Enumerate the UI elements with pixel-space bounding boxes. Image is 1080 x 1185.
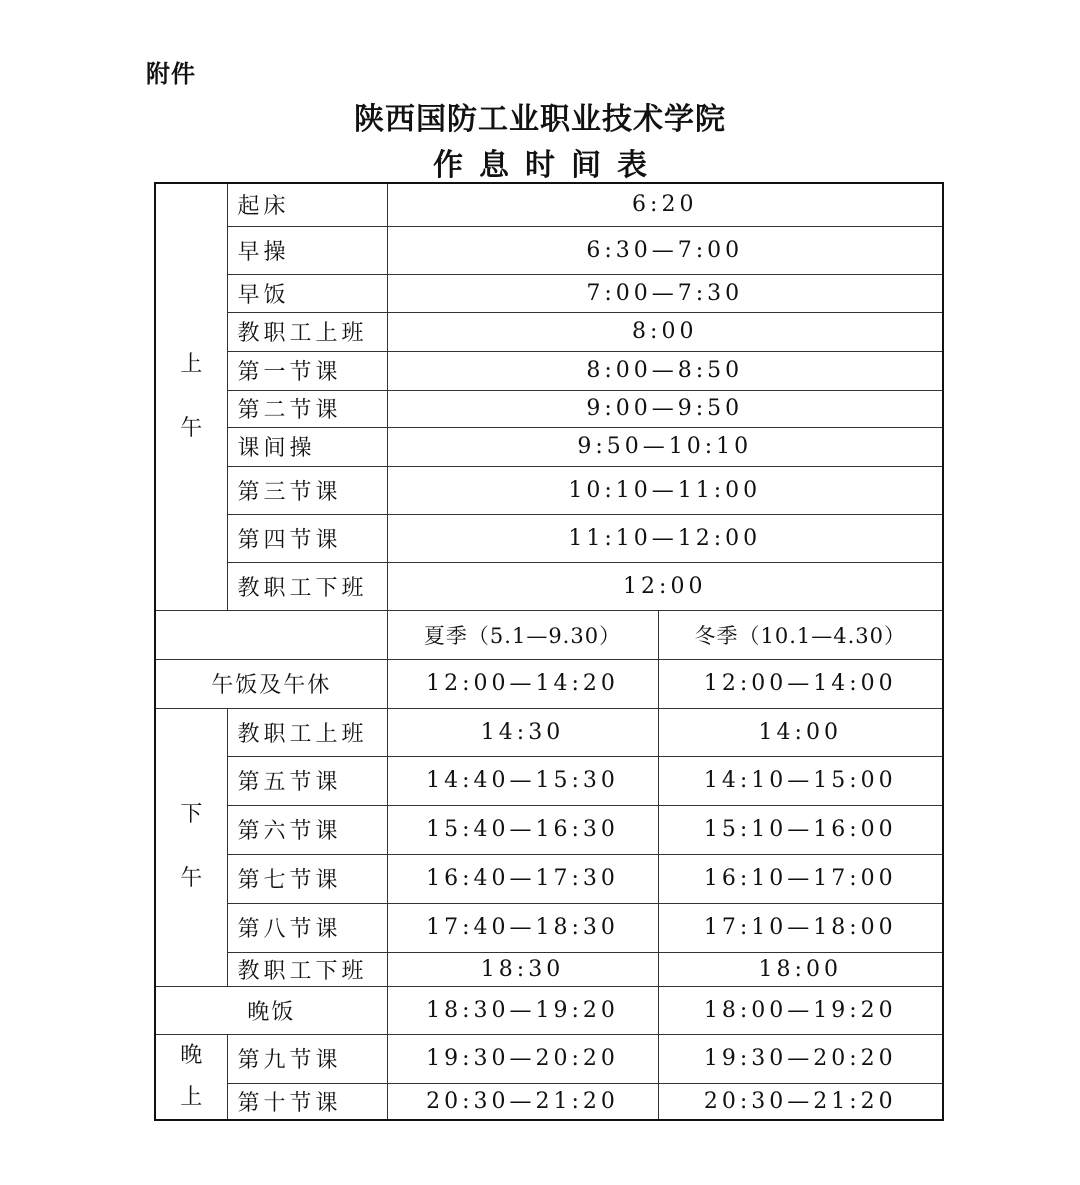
table-row — [155, 1034, 943, 1083]
section-evening — [155, 1034, 227, 1120]
row-label: 午饭及午休 — [155, 659, 387, 708]
row-time: 11:10—12:00 — [387, 514, 943, 562]
row-label: 教职工下班 — [227, 952, 387, 986]
summer-time: 19:30—20:20 — [387, 1034, 658, 1083]
document-subtitle: 作息时间表 — [433, 148, 663, 183]
row-label: 起床 — [227, 183, 387, 226]
table-row — [155, 952, 943, 986]
winter-time: 16:10—17:00 — [658, 854, 943, 903]
row-label: 课间操 — [227, 427, 387, 466]
row-time: 9:00—9:50 — [387, 390, 943, 427]
row-time: 6:30—7:00 — [387, 226, 943, 274]
table-row — [155, 562, 943, 610]
winter-time: 14:00 — [658, 708, 943, 756]
winter-time: 15:10—16:00 — [658, 805, 943, 854]
summer-time: 18:30 — [387, 952, 658, 986]
section-char: 午 — [180, 866, 203, 891]
section-char: 上 — [180, 1084, 203, 1110]
section-char: 下 — [180, 802, 203, 827]
table-row — [155, 312, 943, 351]
row-label: 第三节课 — [227, 466, 387, 514]
table-row — [155, 183, 943, 226]
summer-time: 14:30 — [387, 708, 658, 756]
summer-header: 夏季（5.1—9.30） — [387, 610, 658, 659]
table-row — [155, 805, 943, 854]
table-row — [155, 514, 943, 562]
table-row — [155, 390, 943, 427]
row-label: 第十节课 — [227, 1083, 387, 1119]
section-char: 晚 — [180, 1042, 203, 1068]
row-label: 教职工上班 — [227, 708, 387, 756]
row-label: 第四节课 — [227, 514, 387, 562]
row-time: 8:00—8:50 — [387, 351, 943, 390]
section-char: 上 — [180, 351, 203, 377]
row-time: 9:50—10:10 — [387, 427, 943, 466]
section-morning — [155, 183, 227, 610]
table-row — [155, 466, 943, 514]
row-label: 第六节课 — [227, 805, 387, 854]
table-row — [155, 756, 943, 805]
summer-time: 17:40—18:30 — [387, 903, 658, 952]
table-row — [155, 708, 943, 756]
summer-time: 15:40—16:30 — [387, 805, 658, 854]
winter-time: 18:00—19:20 — [658, 986, 943, 1034]
section-afternoon — [155, 708, 227, 986]
table-row — [155, 659, 943, 708]
table-row — [155, 427, 943, 466]
winter-time: 18:00 — [658, 952, 943, 986]
section-char: 午 — [180, 415, 203, 441]
row-label: 第九节课 — [227, 1034, 387, 1083]
document-title: 陕西国防工业职业技术学院 — [354, 102, 726, 137]
winter-header: 冬季（10.1—4.30） — [658, 610, 943, 659]
row-label: 第二节课 — [227, 390, 387, 427]
row-label: 第五节课 — [227, 756, 387, 805]
row-label: 第七节课 — [227, 854, 387, 903]
table-row — [155, 854, 943, 903]
winter-time: 20:30—21:20 — [658, 1083, 943, 1119]
winter-time: 14:10—15:00 — [658, 756, 943, 805]
row-label: 第一节课 — [227, 351, 387, 390]
row-time: 7:00—7:30 — [387, 274, 943, 312]
row-time: 10:10—11:00 — [387, 466, 943, 514]
row-label: 早饭 — [227, 274, 387, 312]
row-time: 12:00 — [387, 562, 943, 610]
row-label: 早操 — [227, 226, 387, 274]
schedule-table — [154, 182, 944, 1121]
season-header-row — [155, 610, 943, 659]
table-row — [155, 986, 943, 1034]
row-label: 教职工上班 — [227, 312, 387, 351]
summer-time: 14:40—15:30 — [387, 756, 658, 805]
season-header-blank — [155, 610, 387, 659]
winter-time: 19:30—20:20 — [658, 1034, 943, 1083]
winter-time: 12:00—14:00 — [658, 659, 943, 708]
summer-time: 16:40—17:30 — [387, 854, 658, 903]
row-time: 8:00 — [387, 312, 943, 351]
table-row — [155, 226, 943, 274]
row-label: 第八节课 — [227, 903, 387, 952]
table-row — [155, 1083, 943, 1119]
table-row — [155, 351, 943, 390]
table-row — [155, 274, 943, 312]
summer-time: 18:30—19:20 — [387, 986, 658, 1034]
table-row — [155, 903, 943, 952]
summer-time: 12:00—14:20 — [387, 659, 658, 708]
row-label: 教职工下班 — [227, 562, 387, 610]
row-label: 晚饭 — [155, 986, 387, 1034]
winter-time: 17:10—18:00 — [658, 903, 943, 952]
attachment-label: 附件 — [146, 60, 196, 88]
row-time: 6:20 — [387, 183, 943, 226]
summer-time: 20:30—21:20 — [387, 1083, 658, 1119]
